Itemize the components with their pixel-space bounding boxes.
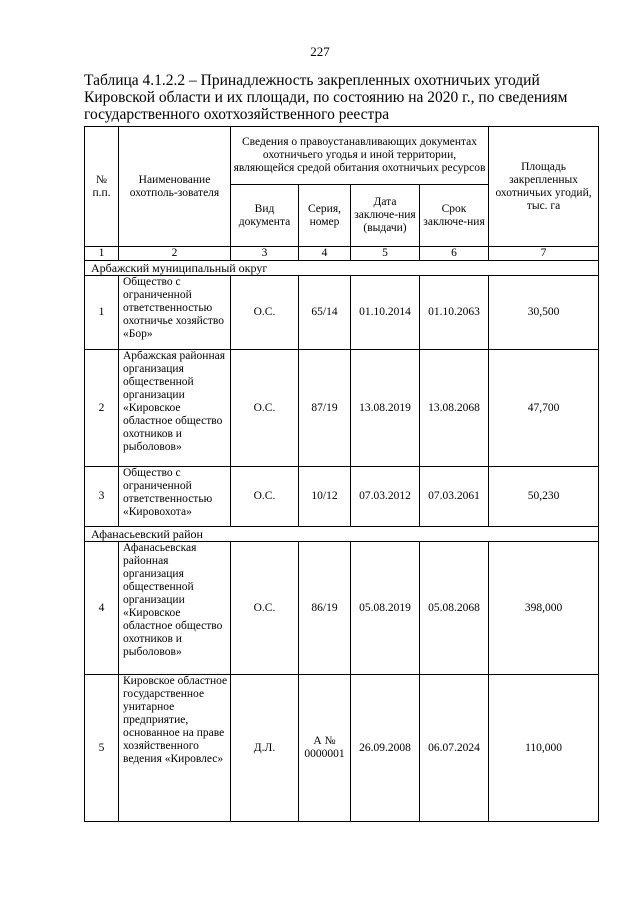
column-number: 1 — [85, 247, 119, 261]
row-doc: Д.Л. — [231, 675, 299, 822]
column-number: 4 — [299, 247, 351, 261]
table-row — [85, 542, 599, 675]
row-area: 50,230 — [489, 467, 599, 527]
column-number: 7 — [489, 247, 599, 261]
row-doc: О.С. — [231, 542, 299, 675]
column-number: 2 — [119, 247, 231, 261]
header-name: Наименование охотполь-зователя — [119, 127, 231, 247]
column-number: 3 — [231, 247, 299, 261]
row-series: А № 0000001 — [299, 675, 351, 822]
row-name: Общество с ограниченной ответственностью охотничье хозяйство «Бор» — [119, 276, 231, 350]
row-date: 05.08.2019 — [351, 542, 420, 675]
table-row — [85, 467, 599, 527]
row-area: 398,000 — [489, 542, 599, 675]
header-doc-type: Вид документа — [231, 185, 299, 247]
column-number: 5 — [351, 247, 420, 261]
row-term: 06.07.2024 — [420, 675, 489, 822]
row-name: Арбажская районная организация общественной организации «Кировское областное общество охотников и рыболовов» — [119, 350, 231, 467]
header-date: Дата заключе-ния (выдачи) — [351, 185, 420, 247]
row-date: 07.03.2012 — [351, 467, 420, 527]
header-term: Срок заключе-ния — [420, 185, 489, 247]
row-date: 26.09.2008 — [351, 675, 420, 822]
table-row — [85, 675, 599, 822]
row-term: 13.08.2068 — [420, 350, 489, 467]
row-num: 2 — [85, 350, 119, 467]
hunting-grounds-table — [84, 126, 599, 822]
page-number: 227 — [310, 44, 330, 59]
header-num: № п.п. — [85, 127, 119, 247]
row-name: Общество с ограниченной ответственностью «Кировохота» — [119, 467, 231, 527]
row-series: 65/14 — [299, 276, 351, 350]
row-num: 3 — [85, 467, 119, 527]
row-area: 47,700 — [489, 350, 599, 467]
header-series: Серия, номер — [299, 185, 351, 247]
table-row — [85, 276, 599, 350]
row-doc: О.С. — [231, 350, 299, 467]
section-title: Арбажский муниципальный округ — [85, 261, 599, 276]
row-series: 10/12 — [299, 467, 351, 527]
row-date: 13.08.2019 — [351, 350, 420, 467]
row-name: Афанасьевская районная организация общественной организации «Кировское областное общество охотников и рыболовов» — [119, 542, 231, 675]
header-area: Площадь закрепленных охотничьих угодий, тыс. га — [489, 127, 599, 247]
table-row — [85, 350, 599, 467]
section-title: Афанасьевский район — [85, 527, 599, 542]
row-name: Кировское областное государственное унитарное предприятие, основанное на праве хозяйственного ведения «Кировлес» — [119, 675, 231, 822]
row-term: 05.08.2068 — [420, 542, 489, 675]
row-num: 5 — [85, 675, 119, 822]
row-date: 01.10.2014 — [351, 276, 420, 350]
row-area: 30,500 — [489, 276, 599, 350]
row-area: 110,000 — [489, 675, 599, 822]
row-series: 86/19 — [299, 542, 351, 675]
row-term: 01.10.2063 — [420, 276, 489, 350]
row-num: 1 — [85, 276, 119, 350]
row-doc: О.С. — [231, 276, 299, 350]
header-docs-group: Сведения о правоустанавливающих документах охотничьего угодья и иной территории, являющейся средой обитания охотничьих ресурсов — [231, 127, 489, 185]
row-term: 07.03.2061 — [420, 467, 489, 527]
row-num: 4 — [85, 542, 119, 675]
row-series: 87/19 — [299, 350, 351, 467]
row-doc: О.С. — [231, 467, 299, 527]
column-number: 6 — [420, 247, 489, 261]
table-caption: Таблица 4.1.2.2 – Принадлежность закрепленных охотничьих угодий Кировской области и их площади, по состоянию на 2020 г., по сведениям государственного охотхозяйственного реестра — [84, 72, 568, 123]
